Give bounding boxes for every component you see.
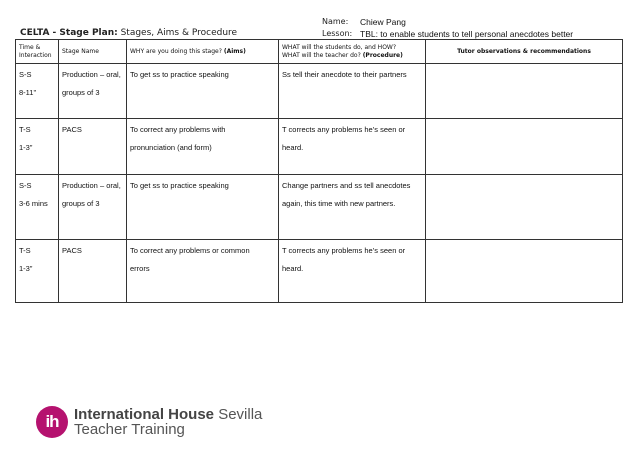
header-why-bold: (Aims) — [223, 47, 246, 55]
interaction-text: S-S — [19, 70, 32, 79]
table-header-row — [16, 40, 623, 64]
aim-text-line2: pronunciation (and form) — [130, 143, 212, 152]
stage-text-line1: Production – oral, — [62, 181, 121, 190]
interaction-text: T-S — [19, 125, 31, 134]
header-time-interaction: Time & Interaction — [16, 40, 59, 64]
interaction-text: T-S — [19, 246, 31, 255]
procedure-text-line1: T corrects any problems he’s seen or — [282, 246, 406, 255]
stage-plan-table — [15, 39, 623, 303]
interaction-text: S-S — [19, 181, 32, 190]
procedure-text-line2: heard. — [282, 264, 304, 273]
procedure-text-line1: Change partners and ss tell anecdotes — [282, 181, 411, 190]
cell-time — [16, 175, 59, 240]
page-title-bold: CELTA - Stage Plan: — [20, 28, 118, 38]
header-what-line2-bold: (Procedure) — [362, 51, 403, 59]
procedure-text-line1: Ss tell their anecdote to their partners — [282, 70, 407, 79]
header-tutor-observations — [426, 40, 623, 64]
time-text: 1-3” — [19, 264, 33, 273]
name-row — [322, 16, 573, 28]
logo-line1-bold: International House — [74, 406, 215, 423]
stage-text-line2: groups of 3 — [62, 88, 100, 97]
cell-aim — [127, 175, 279, 240]
stage-text-line1: PACS — [62, 125, 82, 134]
cell-stage — [59, 119, 127, 175]
stage-text-line1: PACS — [62, 246, 82, 255]
stage-text-line1: Production – oral, — [62, 70, 121, 79]
cell-tutor — [426, 175, 623, 240]
aim-text-line2: errors — [130, 264, 150, 273]
cell-tutor — [426, 64, 623, 119]
page-title — [20, 28, 237, 38]
ih-logo-mark: ih — [36, 406, 68, 438]
cell-tutor — [426, 240, 623, 303]
table-row — [16, 240, 623, 303]
aim-text-line1: To get ss to practice speaking — [130, 70, 229, 79]
cell-stage — [59, 64, 127, 119]
cell-stage — [59, 240, 127, 303]
cell-procedure — [279, 64, 426, 119]
cell-procedure — [279, 119, 426, 175]
logo-line1 — [74, 407, 262, 422]
name-label: Name: — [322, 17, 349, 26]
cell-procedure — [279, 240, 426, 303]
header-why-text: WHY are you doing this stage? — [130, 47, 224, 55]
time-text: 3-6 mins — [19, 199, 48, 208]
page-title-rest: Stages, Aims & Procedure — [117, 28, 238, 38]
logo-line2: Teacher Training — [74, 421, 185, 438]
procedure-text-line1: T corrects any problems he’s seen or — [282, 125, 406, 134]
table-row — [16, 119, 623, 175]
header-tutor-text: Tutor observations & recommendations — [457, 47, 591, 55]
time-text: 1-3” — [19, 143, 33, 152]
cell-time — [16, 64, 59, 119]
procedure-text-line2: again, this time with new partners. — [282, 199, 396, 208]
procedure-text-line2: heard. — [282, 143, 304, 152]
aim-text-line1: To correct any problems with — [130, 125, 226, 134]
ih-sevilla-logo — [36, 406, 262, 438]
cell-stage — [59, 175, 127, 240]
header-stage-name: Stage Name — [59, 40, 127, 64]
cell-aim — [127, 240, 279, 303]
lesson-label: Lesson: — [322, 29, 353, 38]
cell-aim — [127, 119, 279, 175]
cell-time — [16, 240, 59, 303]
logo-wordmark — [74, 407, 262, 437]
header-what-line2-text: WHAT will the teacher do? — [282, 51, 363, 59]
header-what-line1: WHAT will the students do, and HOW? — [282, 43, 397, 51]
aim-text-line1: To correct any problems or common — [130, 246, 250, 255]
cell-procedure — [279, 175, 426, 240]
header-what-procedure — [279, 40, 426, 64]
table-row — [16, 64, 623, 119]
cell-tutor — [426, 119, 623, 175]
stage-text-line2: groups of 3 — [62, 199, 100, 208]
logo-line1-rest: Sevilla — [214, 406, 263, 423]
table-row — [16, 175, 623, 240]
name-value: Chiew Pang — [360, 17, 406, 27]
header-what-line2 — [282, 52, 422, 60]
lesson-value: TBL: to enable students to tell personal anecdotes better — [360, 29, 574, 39]
lesson-meta — [322, 16, 573, 40]
time-text: 8-11” — [19, 88, 36, 97]
aim-text-line1: To get ss to practice speaking — [130, 181, 229, 190]
cell-aim — [127, 64, 279, 119]
header-why-aims — [127, 40, 279, 64]
cell-time — [16, 119, 59, 175]
